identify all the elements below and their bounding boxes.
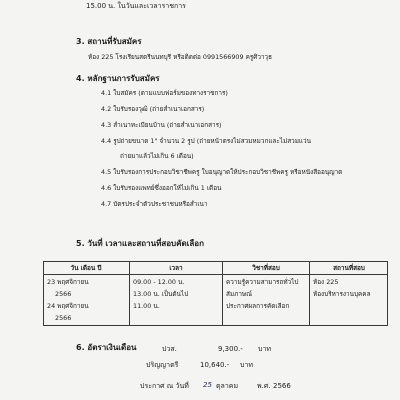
table-cell: 13.00 น. เป็นต้นไป [133, 290, 189, 298]
table-cell: สัมภาษณ์ [226, 290, 253, 298]
schedule-table [43, 261, 388, 326]
table-cell: 24 พฤศจิกายน [47, 302, 89, 310]
section-4-item: 4.2 ใบรับรองวุฒิ (ถ่ายสำเนาเอกสาร) [101, 105, 205, 113]
table-cell: 2566 [55, 290, 72, 298]
table-cell: 11.00 น. [133, 302, 160, 310]
salary-unit: บาท [240, 361, 253, 369]
section-3-title: 3. สถานที่รับสมัคร [76, 37, 142, 46]
salary-label: ปวส. [162, 345, 177, 353]
table-cell: ห้องบริหารงานบุคคล [313, 290, 371, 298]
announce-year: 2566 [273, 382, 291, 390]
salary-label: ปริญญาตรี [146, 361, 179, 369]
announce-day: 25 [203, 381, 212, 389]
table-cell: ความรู้ความสามารถทั่วไป [226, 278, 299, 286]
section-4-item: 4.1 ใบสมัคร (ตามแบบฟอร์มของทางราชการ) [101, 89, 228, 97]
table-header: วิชาที่สอบ [252, 264, 280, 272]
announce-prefix: ประกาศ ณ วันที่ [140, 382, 189, 390]
announce-month: ตุลาคม [216, 382, 239, 390]
section-6-title: 6. อัตราเงินเดือน [76, 343, 137, 352]
announce-year-prefix: พ.ศ. [257, 382, 271, 390]
section-3-detail: ห้อง 225 โรงเรียนสตรีนนทบุรี หรือติดต่อ 0991566909 ครูศิวาวุธ [88, 53, 273, 61]
section-4-item: 4.4 รูปถ่ายขนาด 1" จำนวน 2 รูป (ถ่ายหน้าตรงไม่สวมหมวกและไม่สวมแว่น [101, 137, 311, 145]
section-4-item: 4.6 ใบรับรองแพทย์ซึ่งออกให้ไม่เกิน 1 เดือน [101, 184, 222, 192]
section-4-title: 4. หลักฐานการรับสมัคร [76, 74, 160, 83]
table-cell: 2566 [55, 314, 72, 322]
section-4-item: 4.5 ใบรับรองการประกอบวิชาชีพครู ใบอนุญาตให้ประกอบวิชาชีพครู หรือหนังสืออนุญาต [101, 168, 343, 176]
table-header: เวลา [169, 264, 183, 272]
table-cell: 23 พฤศจิกายน [47, 278, 89, 286]
top-line: 15.00 น. ในวันและเวลาราชการ [86, 2, 186, 10]
section-4-item: ถ่ายมาแล้วไม่เกิน 6 เดือน) [120, 152, 194, 160]
salary-unit: บาท [258, 345, 271, 353]
table-cell: 09.00 - 12.00 น. [133, 278, 185, 286]
table-cell: ห้อง 225 [313, 278, 339, 286]
table-header: สถานที่สอบ [333, 264, 365, 272]
section-4-item: 4.3 สำเนาทะเบียนบ้าน (ถ่ายสำเนาเอกสาร) [101, 121, 222, 129]
salary-amount: 10,640.- [200, 361, 230, 369]
salary-amount: 9,300.- [218, 345, 243, 353]
section-4-item: 4.7 บัตรประจำตัวประชาชนหรือสำเนา [101, 200, 208, 208]
section-5-title: 5. วันที่ เวลาและสถานที่สอบคัดเลือก [76, 239, 204, 248]
table-header: วัน เดือน ปี [70, 264, 102, 272]
table-cell: ประกาศผลการคัดเลือก [226, 302, 290, 310]
